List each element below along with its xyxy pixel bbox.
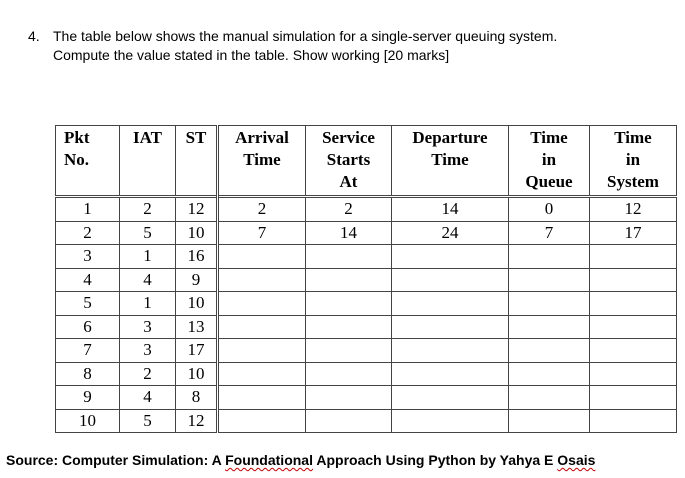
cell-departure-time xyxy=(392,268,509,292)
cell-time-in-system: 17 xyxy=(590,221,677,245)
header-text: Time xyxy=(431,150,469,169)
table-row xyxy=(56,221,677,245)
cell-time-in-queue: 0 xyxy=(509,197,590,222)
cell-arrival-time: 7 xyxy=(218,221,306,245)
header-text: Time xyxy=(614,128,652,147)
cell-service-starts-at xyxy=(306,292,392,316)
cell-arrival-time xyxy=(218,339,306,363)
header-departure-time xyxy=(392,126,509,197)
cell-time-in-queue xyxy=(509,362,590,386)
table-row xyxy=(56,197,677,222)
cell-service-starts-at xyxy=(306,362,392,386)
cell-arrival-time xyxy=(218,362,306,386)
cell-arrival-time xyxy=(218,292,306,316)
cell-arrival-time xyxy=(218,386,306,410)
cell-arrival-time: 2 xyxy=(218,197,306,222)
cell-time-in-queue xyxy=(509,268,590,292)
cell-departure-time: 24 xyxy=(392,221,509,245)
header-text: IAT xyxy=(133,128,162,147)
header-text: Starts xyxy=(326,150,371,169)
cell-departure-time xyxy=(392,339,509,363)
cell-iat: 3 xyxy=(120,339,176,363)
cell-iat: 4 xyxy=(120,386,176,410)
cell-time-in-queue xyxy=(509,386,590,410)
table-row xyxy=(56,315,677,339)
header-text: Pkt xyxy=(64,128,90,147)
cell-st: 10 xyxy=(176,362,218,386)
cell-st: 12 xyxy=(176,197,218,222)
cell-pkt-no: 3 xyxy=(56,245,120,269)
cell-time-in-system xyxy=(590,386,677,410)
cell-departure-time xyxy=(392,386,509,410)
table-row xyxy=(56,339,677,363)
table-row xyxy=(56,245,677,269)
cell-pkt-no: 1 xyxy=(56,197,120,222)
cell-arrival-time xyxy=(218,409,306,433)
cell-time-in-system xyxy=(590,339,677,363)
cell-service-starts-at: 2 xyxy=(306,197,392,222)
cell-iat: 1 xyxy=(120,292,176,316)
header-arrival-time xyxy=(218,126,306,197)
question-line-1: The table below shows the manual simulation for a single-server queuing system. xyxy=(53,28,558,44)
table-body xyxy=(56,197,677,433)
cell-time-in-system: 12 xyxy=(590,197,677,222)
cell-iat: 2 xyxy=(120,197,176,222)
simulation-table xyxy=(55,125,677,433)
cell-iat: 5 xyxy=(120,409,176,433)
question-number: 4. xyxy=(28,28,40,44)
cell-service-starts-at xyxy=(306,409,392,433)
source-word-osais: Osais xyxy=(557,452,596,468)
cell-pkt-no: 2 xyxy=(56,221,120,245)
source-citation xyxy=(6,452,595,468)
header-text: System xyxy=(607,172,659,191)
cell-service-starts-at: 14 xyxy=(306,221,392,245)
header-text: Departure xyxy=(412,128,488,147)
header-row xyxy=(56,126,677,197)
source-word-foundational: Foundational xyxy=(225,452,313,468)
cell-st: 13 xyxy=(176,315,218,339)
cell-pkt-no: 8 xyxy=(56,362,120,386)
header-text: No. xyxy=(64,150,90,169)
source-middle: Approach Using Python by Yahya E xyxy=(312,452,558,468)
cell-arrival-time xyxy=(218,315,306,339)
table-row xyxy=(56,268,677,292)
cell-service-starts-at xyxy=(306,245,392,269)
cell-iat: 5 xyxy=(120,221,176,245)
cell-departure-time: 14 xyxy=(392,197,509,222)
table-row xyxy=(56,409,677,433)
cell-departure-time xyxy=(392,292,509,316)
cell-st: 10 xyxy=(176,292,218,316)
cell-time-in-queue xyxy=(509,339,590,363)
header-st xyxy=(176,126,218,197)
cell-st: 9 xyxy=(176,268,218,292)
cell-departure-time xyxy=(392,315,509,339)
cell-departure-time xyxy=(392,362,509,386)
table-row xyxy=(56,362,677,386)
cell-time-in-system xyxy=(590,409,677,433)
cell-arrival-time xyxy=(218,245,306,269)
cell-time-in-queue: 7 xyxy=(509,221,590,245)
cell-service-starts-at xyxy=(306,339,392,363)
cell-pkt-no: 9 xyxy=(56,386,120,410)
cell-time-in-queue xyxy=(509,409,590,433)
header-text: in xyxy=(625,150,641,169)
cell-pkt-no: 7 xyxy=(56,339,120,363)
cell-service-starts-at xyxy=(306,386,392,410)
header-iat xyxy=(120,126,176,197)
cell-st: 10 xyxy=(176,221,218,245)
cell-arrival-time xyxy=(218,268,306,292)
cell-time-in-system xyxy=(590,315,677,339)
cell-service-starts-at xyxy=(306,268,392,292)
cell-st: 17 xyxy=(176,339,218,363)
cell-iat: 3 xyxy=(120,315,176,339)
cell-time-in-queue xyxy=(509,292,590,316)
header-time-in-system xyxy=(590,126,677,197)
cell-departure-time xyxy=(392,245,509,269)
question-line-2: Compute the value stated in the table. Show working [20 marks] xyxy=(53,47,450,63)
cell-pkt-no: 5 xyxy=(56,292,120,316)
cell-service-starts-at xyxy=(306,315,392,339)
header-pkt-no xyxy=(56,126,120,197)
cell-time-in-system xyxy=(590,292,677,316)
cell-pkt-no: 4 xyxy=(56,268,120,292)
header-text: ST xyxy=(185,128,207,147)
header-text: Time xyxy=(530,128,568,147)
cell-pkt-no: 10 xyxy=(56,409,120,433)
header-text: Service xyxy=(322,128,375,147)
cell-time-in-system xyxy=(590,268,677,292)
header-text: Time xyxy=(243,150,281,169)
cell-st: 8 xyxy=(176,386,218,410)
header-time-in-queue xyxy=(509,126,590,197)
cell-time-in-queue xyxy=(509,315,590,339)
table-row xyxy=(56,292,677,316)
header-text: Queue xyxy=(525,172,573,191)
header-text: in xyxy=(541,150,557,169)
cell-time-in-system xyxy=(590,362,677,386)
source-prefix: Source: Computer Simulation: A xyxy=(6,452,226,468)
cell-iat: 2 xyxy=(120,362,176,386)
header-text: At xyxy=(339,172,358,191)
cell-time-in-system xyxy=(590,245,677,269)
cell-departure-time xyxy=(392,409,509,433)
cell-time-in-queue xyxy=(509,245,590,269)
cell-pkt-no: 6 xyxy=(56,315,120,339)
header-text: Arrival xyxy=(235,128,289,147)
cell-iat: 1 xyxy=(120,245,176,269)
table-row xyxy=(56,386,677,410)
cell-st: 16 xyxy=(176,245,218,269)
cell-iat: 4 xyxy=(120,268,176,292)
header-service-starts-at xyxy=(306,126,392,197)
cell-st: 12 xyxy=(176,409,218,433)
